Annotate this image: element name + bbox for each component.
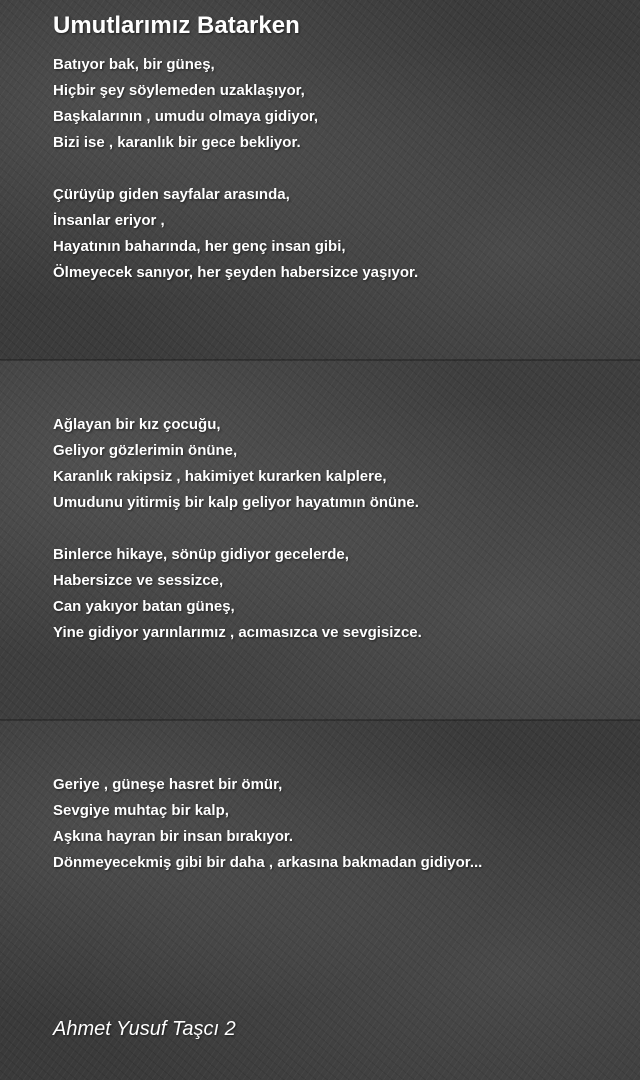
poem-line: Aşkına hayran bir insan bırakıyor.: [53, 828, 294, 845]
poem-line: Batıyor bak, bir güneş,: [53, 56, 215, 73]
poem-line: Hayatının baharında, her genç insan gibi,: [53, 238, 346, 255]
poem-line: Umudunu yitirmiş bir kalp geliyor hayatımın önüne.: [53, 494, 419, 511]
poem-line: Geriye , güneşe hasret bir ömür,: [53, 776, 283, 793]
poem-line: Binlerce hikaye, sönüp gidiyor gecelerde,: [53, 546, 349, 563]
poem-line: Geliyor gözlerimin önüne,: [53, 442, 238, 459]
poem-line: Ölmeyecek sanıyor, her şeyden habersizce yaşıyor.: [53, 264, 419, 281]
panel-divider: [0, 719, 640, 721]
poem-line: Çürüyüp giden sayfalar arasında,: [53, 186, 290, 203]
poem-line: Yine gidiyor yarınlarımız , acımasızca ve sevgisizce.: [53, 624, 422, 641]
poem-line: Hiçbir şey söylemeden uzaklaşıyor,: [53, 82, 305, 99]
poem-line: Dönmeyecekmiş gibi bir daha , arkasına bakmadan gidiyor...: [53, 854, 483, 871]
poem-line: İnsanlar eriyor ,: [53, 212, 165, 229]
poem-line: Bizi ise , karanlık bir gece bekliyor.: [53, 134, 301, 151]
poem-title: Umutlarımız Batarken: [53, 12, 300, 39]
stanza-5: [53, 772, 482, 876]
stanza-3: [53, 412, 419, 516]
stanza-4: [53, 542, 422, 646]
poem-line: Karanlık rakipsiz , hakimiyet kurarken kalplere,: [53, 468, 387, 485]
poem-line: Sevgiye muhtaç bir kalp,: [53, 802, 229, 819]
stanza-1: [53, 52, 318, 156]
poem-line: Başkalarının , umudu olmaya gidiyor,: [53, 108, 319, 125]
stanza-2: [53, 182, 418, 286]
poem-author: Ahmet Yusuf Taşcı 2: [53, 1018, 236, 1040]
poem-line: Can yakıyor batan güneş,: [53, 598, 235, 615]
poem-line: Habersizce ve sessizce,: [53, 572, 224, 589]
panel-divider: [0, 359, 640, 361]
poem-line: Ağlayan bir kız çocuğu,: [53, 416, 221, 433]
